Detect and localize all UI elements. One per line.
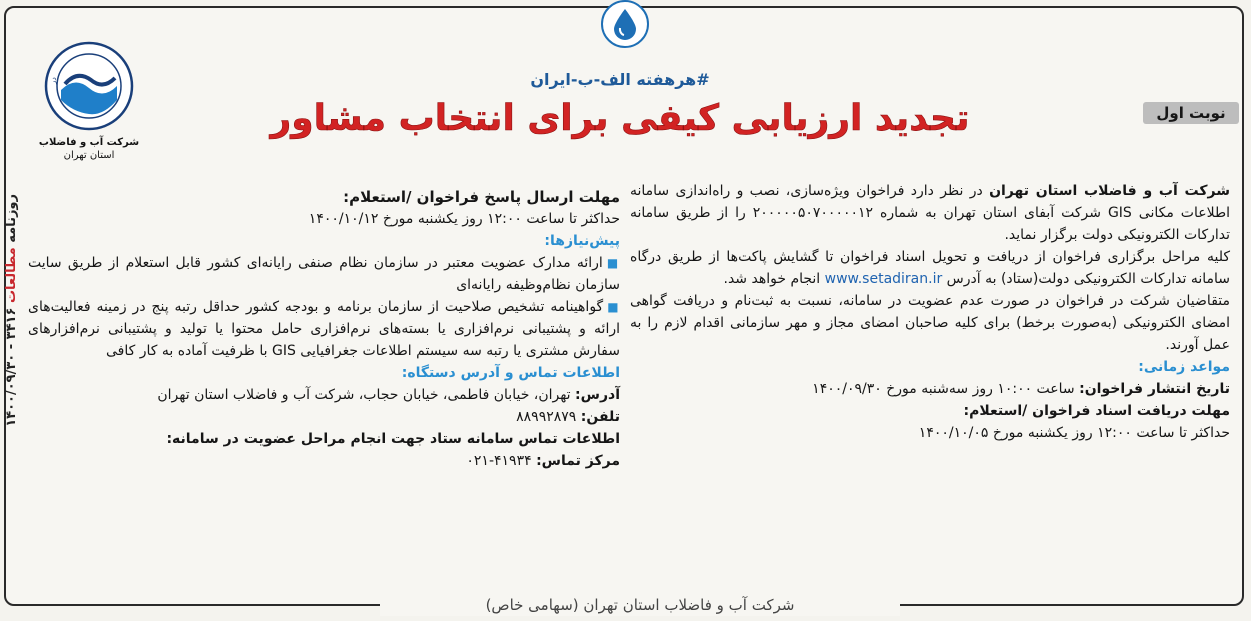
- logo-line-2: استان تهران: [63, 150, 115, 161]
- logo-ring-text: در: [49, 76, 58, 85]
- requirements-heading: پیش‌نیازها:: [544, 233, 620, 249]
- dates-heading: مواعد زمانی:: [1138, 359, 1230, 375]
- hashtag-line: #هرهفته الف-ب-ایران: [530, 70, 710, 89]
- square-bullet-icon: ■: [606, 256, 621, 270]
- logo-emblem-icon: [43, 40, 135, 132]
- call-center-label: مرکز تماس:: [536, 453, 620, 469]
- setad-website-link[interactable]: www.setadiran.ir: [824, 271, 943, 287]
- response-deadline-value: حداکثر تا ساعت ۱۲:۰۰ روز یکشنبه مورخ ۱۴۰۰/۱۰/۱۲: [308, 211, 620, 227]
- side-paper-name: روزنامه: [3, 193, 19, 243]
- address-value: تهران، خیابان فاطمی، خیابان حجاب، شرکت آب و فاضلاب استان تهران: [157, 387, 576, 403]
- setad-contact-line: اطلاعات تماس سامانه ستاد جهت انجام مراحل عضویت در سامانه:: [166, 431, 620, 447]
- publish-date-value: ساعت ۱۰:۰۰ روز سه‌شنبه مورخ ۱۴۰۰/۰۹/۳۰: [812, 381, 1080, 397]
- company-logo: [36, 40, 142, 180]
- intro-company-name: شرکت آب و فاضلاب استان تهران: [989, 183, 1230, 199]
- docs-deadline-label: مهلت دریافت اسناد فراخوان /استعلام:: [963, 403, 1230, 419]
- round-badge: نوبت اول: [1143, 102, 1239, 124]
- call-center-line: [28, 450, 620, 472]
- contact-heading: اطلاعات تماس و آدرس دستگاه:: [401, 365, 620, 381]
- right-column: [630, 180, 1230, 444]
- phone-label: تلفن:: [580, 409, 620, 425]
- logo-caption: [36, 136, 142, 162]
- phone-line: [28, 406, 620, 428]
- applicants-paragraph: متقاضیان شرکت در فراخوان در صورت عدم عضویت در سامانه، نسبت به ثبت‌نام و دریافت گواهی امضای الکترونیکی (به‌صورت برخط) برای کلیه صاحبان امضای مجاز و مهر سازمانی اقدام لازم را به عمل آورند.: [630, 293, 1230, 353]
- address-line: [28, 384, 620, 406]
- response-deadline-label: مهلت ارسال پاسخ فراخوان /استعلام:: [343, 188, 620, 206]
- requirement-item: [28, 296, 620, 362]
- requirement-1-text: ارائه مدارک عضویت معتبر در سازمان نظام صنفی رایانه‌ای کشور قابل استعلام از طریق سایت سازمان نظام‌وظیفه رایانه‌ای: [28, 255, 620, 293]
- newspaper-side-strip: [0, 60, 22, 560]
- side-issue-number: ۳۴۱۶ - ۱۴۰۰/۰۹/۳۰: [3, 307, 19, 427]
- docs-deadline-value: حداکثر تا ساعت ۱۲:۰۰ روز یکشنبه مورخ ۱۴۰۰/۱۰/۰۵: [918, 425, 1230, 441]
- ad-title: تجدید ارزیابی کیفی برای انتخاب مشاور: [270, 98, 970, 139]
- footer-company-name: شرکت آب و فاضلاب استان تهران (سهامی خاص): [380, 594, 900, 616]
- publish-date-label: تاریخ انتشار فراخوان:: [1079, 381, 1230, 397]
- intro-text: در نظر دارد فراخوان ویژه‌سازی، نصب و راه‌اندازی سامانه اطلاعات مکانی GIS شرکت آبفای استان تهران به شماره ۲۰۰۰۰۰۵۰۷۰۰۰۰۰۱۲ را از طریق سامانه تدارکات الکترونیکی دولت برگزار نماید.: [630, 183, 1230, 243]
- publish-date-line: [630, 378, 1230, 400]
- intro-paragraph: [630, 180, 1230, 246]
- phone-value: ۸۸۹۹۲۸۷۹: [516, 409, 581, 425]
- square-bullet-icon: ■: [607, 300, 620, 314]
- requirement-item: [28, 252, 620, 296]
- procedure-text-start: کلیه مراحل برگزاری فراخوان از دریافت و تحویل اسناد فراخوان تا گشایش پاکت‌ها از طریق درگاه سامانه تدارکات الکترونیکی دولت(ستاد) به آدرس: [630, 249, 1230, 287]
- left-column: [28, 186, 620, 472]
- water-drop-icon: [601, 0, 649, 48]
- address-label: آدرس:: [575, 387, 620, 403]
- call-center-value: ۴۱۹۳۴-۰۲۱: [466, 453, 537, 469]
- side-paper-accent: مطالعات: [3, 246, 19, 303]
- logo-line-1: شرکت آب و فاضلاب: [38, 137, 140, 148]
- procedure-text-end: انجام خواهد شد.: [723, 271, 825, 287]
- requirement-2-text: گواهینامه تشخیص صلاحیت از سازمان برنامه و بودجه کشور حداقل رتبه پنج در زمینه فعالیت‌های ارائه و پشتیبانی نرم‌افزاری یا بسته‌های نرم‌افزاری حامل محتوا یا تولید و پشتیبانی نرم‌افزارهای سفارش مشتری یا رتبه سه سیستم اطلاعات جغرافیایی GIS با ظرفیت آماده به کار کافی: [28, 299, 620, 359]
- procedure-paragraph: [630, 246, 1230, 290]
